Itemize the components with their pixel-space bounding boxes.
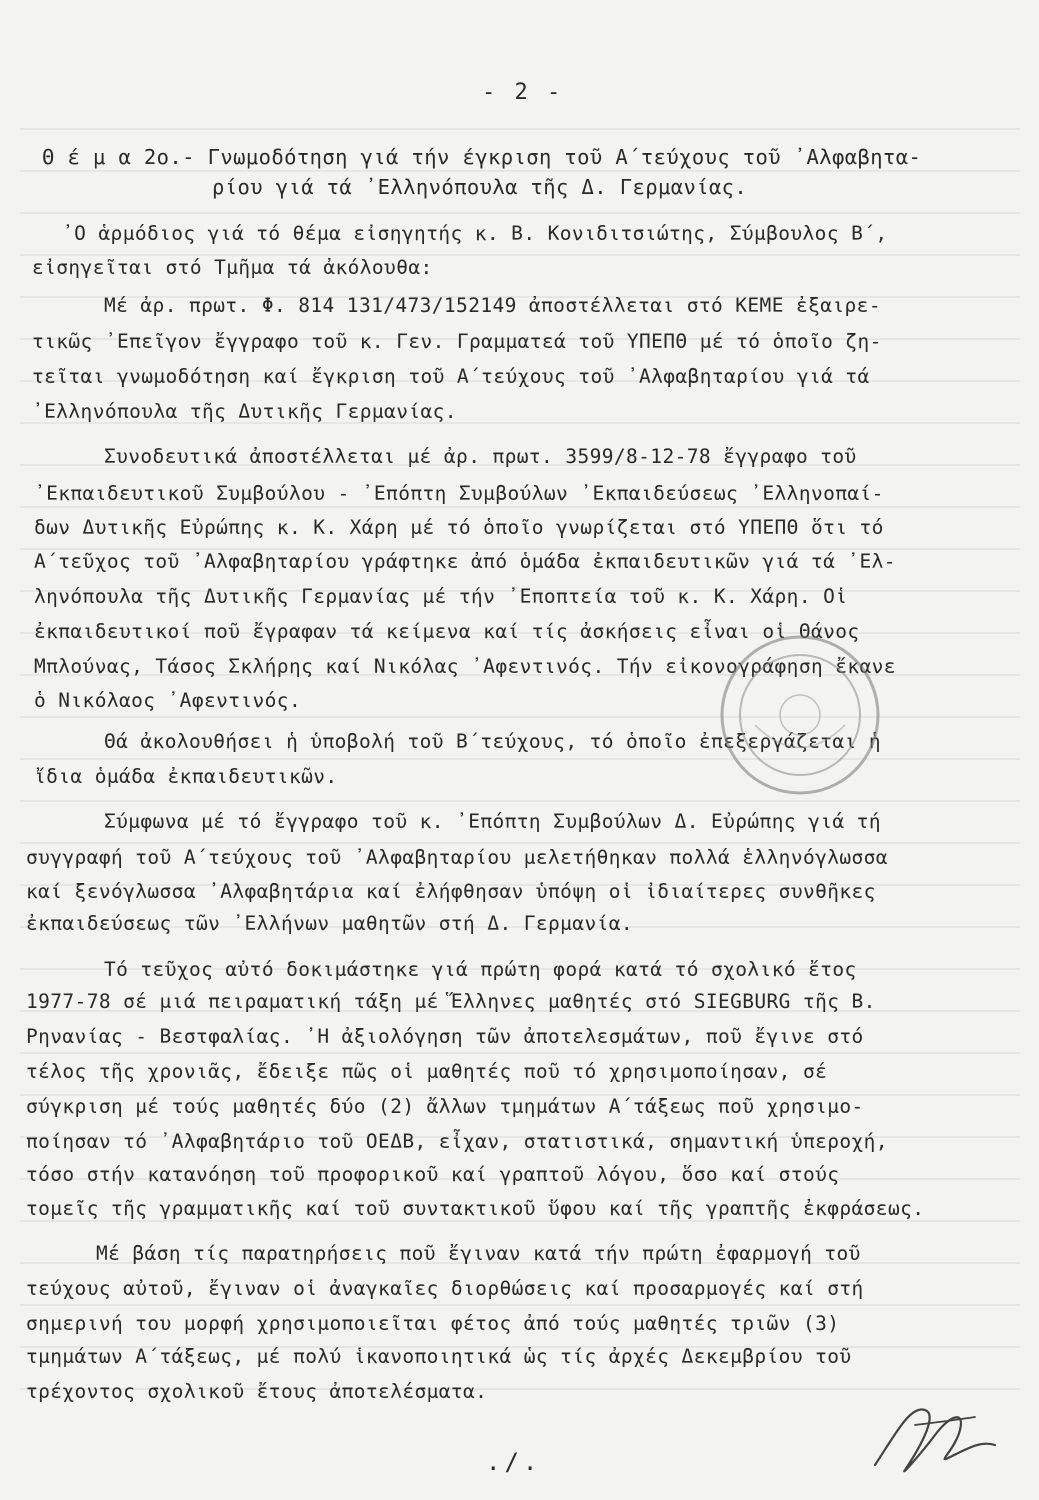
text-line: Μπλούνας, Τάσος Σκλήρης καί Νικόλας ᾿Αφεντινός. Τήν εἰκονογράφηση ἔκανε [34, 655, 896, 678]
text-line: Θά ἀκολουθήσει ἡ ὑποβολή τοῦ Β΄τεύχους, τό ὁποῖο ἐπεξεργάζεται ἡ [104, 730, 881, 753]
text-line: σημερινή του μορφή χρησιμοποιεῖται φέτος ἀπό τούς μαθητές τριῶν (3) [26, 1312, 840, 1335]
text-line: καί ξενόγλωσσα ᾿Αλφαβητάρια καί ἐλήφθησαν ὑπόψη οἱ ἰδιαίτερες συνθῆκες [26, 880, 876, 903]
text-line: σύγκριση μέ τούς μαθητές δύο (2) ἄλλων τμημάτων Α΄τάξεως ποῦ χρησιμο- [26, 1095, 864, 1118]
text-line: τμημάτων Α΄τάξεως, μέ πολύ ἱκανοποιητικά ὡς τίς ἀρχές Δεκεμβρίου τοῦ [26, 1345, 852, 1368]
text-line: ἴδια ὁμάδα ἐκπαιδευτικῶν. [34, 765, 338, 788]
text-line: ληνόπουλα τῆς Δυτικῆς Γερμανίας μέ τήν ᾿Εποπτεία τοῦ κ. Κ. Χάρη. Οἱ [34, 585, 848, 608]
text-line: ὁ Νικόλαος ᾿Αφεντινός. [34, 689, 302, 712]
continuation-mark: ./. [486, 1448, 542, 1476]
text-line: δων Δυτικῆς Εὐρώπης κ. Κ. Χάρη μέ τό ὁποῖο γνωρίζεται στό ΥΠΕΠΘ ὅτι τό [34, 516, 884, 539]
page-number: - 2 - [482, 80, 564, 105]
text-line: τόσο στήν κατανόηση τοῦ προφορικοῦ καί γραπτοῦ λόγου, ὅσο καί στούς [26, 1163, 840, 1186]
text-line: 1977-78 σέ μιά πειραματική τάξη μέ Ἕλληνες μαθητές στό SIEGBURG τῆς Β. [26, 990, 876, 1013]
text-line: ποίησαν τό ᾿Αλφαβητάριο τοῦ ΟΕΔΒ, εἶχαν, στατιστικά, σημαντική ὑπεροχή, [26, 1130, 888, 1153]
text-line: τέλος τῆς χρονιᾶς, ἔδειξε πῶς οἱ μαθητές ποῦ τό χρησιμοποίησαν, σέ [26, 1060, 828, 1083]
text-line: τεύχους αὐτοῦ, ἔγιναν οἱ ἀναγκαῖες διορθώσεις καί προσαρμογές καί στή [26, 1277, 864, 1300]
text-line: Θ έ μ α 2ο.- Γνωμοδότηση γιά τήν έγκριση τοῦ Α΄τεύχους τοῦ ᾿Αλφαβητα- [42, 145, 922, 169]
text-line: Μέ βάση τίς παρατηρήσεις ποῦ ἔγιναν κατά τήν πρώτη ἐφαρμογή τοῦ [96, 1242, 861, 1265]
text-line: εἰσηγεῖται στό Τμῆμα τά ἀκόλουθα: [32, 256, 433, 279]
text-line: τρέχοντος σχολικοῦ ἔτους ἀποτελέσματα. [26, 1380, 488, 1403]
text-line: συγγραφή τοῦ Α΄τεύχους τοῦ ᾿Αλφαβηταρίου μελετήθηκαν πολλά ἑλληνόγλωσσα [26, 846, 888, 869]
text-line: ἐκπαιδεύσεως τῶν ᾿Ελλήνων μαθητῶν στή Δ. Γερμανία. [26, 912, 633, 935]
text-line: Ρηνανίας - Βεστφαλίας. ᾿Η ἀξιολόγηση τῶν ἀποτελεσμάτων, ποῦ ἔγινε στό [26, 1025, 864, 1048]
text-line: ᾿Ελληνόπουλα τῆς Δυτικῆς Γερμανίας. [32, 400, 457, 423]
official-stamp [715, 630, 885, 800]
text-line: Α΄τεῦχος τοῦ ᾿Αλφαβηταρίου γράφτηκε ἀπό ὁμάδα ἐκπαιδευτικῶν γιά τά ᾿Ελ- [34, 550, 896, 573]
text-line: Τό τεῦχος αὐτό δοκιμάστηκε γιά πρώτη φορά κατά τό σχολικό ἔτος [104, 958, 857, 981]
text-line: τεῖται γνωμοδότηση καί ἔγκριση τοῦ Α΄τεύχους τοῦ ᾿Αλφαβηταρίου γιά τά [32, 365, 870, 388]
text-line: ᾿Ο ἁρμόδιος γιά τό θέμα εἰσηγητής κ. Β. Κονιδιτσιώτης, Σύμβουλος Β΄, [62, 222, 888, 245]
text-line: ρίου γιά τά ᾿Ελληνόπουλα τῆς Δ. Γερμανίας. [212, 175, 748, 199]
handwritten-signature [855, 1395, 1015, 1485]
text-line: Συνοδευτικά ἀποστέλλεται μέ ἀρ. πρωτ. 3599/8-12-78 ἔγγραφο τοῦ [104, 445, 857, 468]
text-line: ἐκπαιδευτικοί ποῦ ἔγραφαν τά κείμενα καί τίς ἀσκήσεις εἶναι οἱ Θάνος [34, 620, 860, 643]
text-line: Μέ ἀρ. πρωτ. Φ. 814 131/473/152149 ἀποστέλλεται στό ΚΕΜΕ ἐξαιρε- [104, 294, 881, 317]
text-line: Σύμφωνα μέ τό ἔγγραφο τοῦ κ. ᾿Επόπτη Συμβούλων Δ. Εὐρώπης γιά τή [104, 810, 881, 833]
text-line: ᾿Εκπαιδευτικοῦ Συμβούλου - ᾿Επόπτη Συμβούλων ᾿Εκπαιδεύσεως ᾿Ελληνοπαί- [34, 482, 884, 505]
text-line: τομεῖς τῆς γραμματικῆς καί τοῦ συντακτικοῦ ὕφου καί τῆς γραπτῆς ἐκφράσεως. [26, 1197, 925, 1220]
text-line: τικῶς ᾿Επεῖγον ἔγγραφο τοῦ κ. Γεν. Γραμματεά τοῦ ΥΠΕΠΘ μέ τό ὁποῖο ζη- [32, 330, 882, 353]
